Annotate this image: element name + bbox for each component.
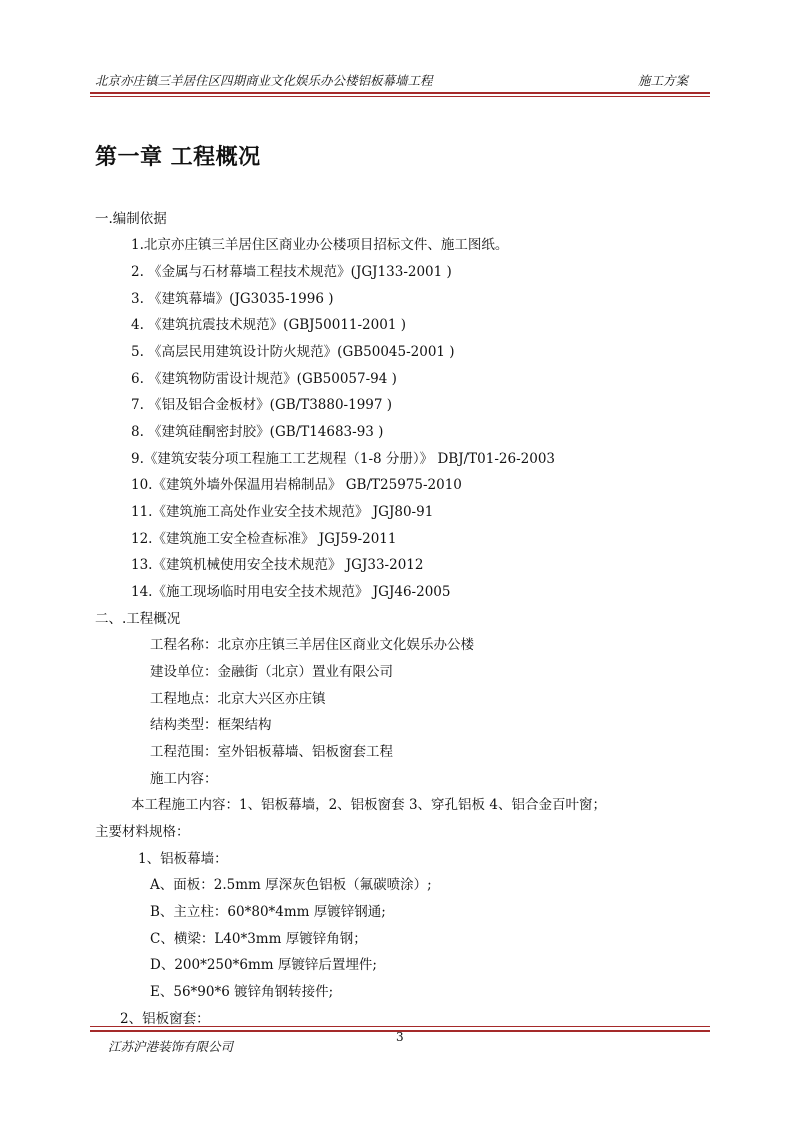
material-item: C、横梁：L40*3mm 厚镀锌角钢； bbox=[150, 931, 367, 947]
header-rule bbox=[90, 92, 710, 94]
footer-rule bbox=[90, 1026, 710, 1027]
project-detail: 结构类型：框架结构 bbox=[150, 717, 272, 733]
section1-heading: 一.编制依据 bbox=[95, 211, 167, 227]
reference-item: 3. 《建筑幕墙》(JG3035-1996 ) bbox=[131, 291, 334, 307]
reference-item: 6. 《建筑物防雷设计规范》(GB50057-94 ) bbox=[131, 371, 397, 387]
reference-item: 7. 《铝及铝合金板材》(GB/T3880-1997 ) bbox=[131, 397, 393, 413]
page-number: 3 bbox=[396, 1030, 404, 1044]
project-detail: 工程名称：北京亦庄镇三羊居住区商业文化娱乐办公楼 bbox=[150, 637, 474, 653]
reference-item: 2. 《金属与石材幕墙工程技术规范》(JGJ133-2001 ) bbox=[131, 264, 452, 280]
material-item: D、200*250*6mm 厚镀锌后置埋件; bbox=[150, 957, 377, 973]
project-detail: 建设单位：金融街（北京）置业有限公司 bbox=[150, 664, 393, 680]
project-detail: 工程地点：北京大兴区亦庄镇 bbox=[150, 691, 326, 707]
reference-item: 14.《施工现场临时用电安全技术规范》 JGJ46-2005 bbox=[131, 584, 451, 600]
chapter-title: 第一章 工程概况 bbox=[95, 144, 261, 170]
reference-item: 1.北京亦庄镇三羊居住区商业办公楼项目招标文件、施工图纸。 bbox=[131, 237, 509, 253]
header-rule-thin bbox=[90, 96, 710, 97]
reference-item: 13.《建筑机械使用安全技术规范》 JGJ33-2012 bbox=[131, 557, 424, 573]
material-item: E、56*90*6 镀锌角钢转接件; bbox=[150, 984, 334, 1000]
material-item: A、面板：2.5mm 厚深灰色铝板（氟碳喷涂）; bbox=[150, 877, 432, 893]
header-doc-type: 施工方案 bbox=[638, 73, 689, 88]
scope-line: 本工程施工内容：1、铝板幕墙，2、铝板窗套 3、穿孔铝板 4、铝合金百叶窗； bbox=[131, 797, 606, 813]
project-detail: 工程范围：室外铝板幕墙、铝板窗套工程 bbox=[150, 744, 393, 760]
reference-item: 8. 《建筑硅酮密封胶》(GB/T14683-93 ) bbox=[131, 424, 384, 440]
reference-item: 11.《建筑施工高处作业安全技术规范》 JGJ80-91 bbox=[131, 504, 434, 520]
subsection-heading: 2、铝板窗套： bbox=[120, 1011, 210, 1027]
reference-item: 12.《建筑施工安全检查标准》 JGJ59-2011 bbox=[131, 531, 397, 547]
reference-item: 9.《建筑安装分项工程施工工艺规程（1-8 分册）》 DBJ/T01-26-2003 bbox=[131, 451, 555, 467]
material-item: B、主立柱：60*80*4mm 厚镀锌钢通; bbox=[150, 904, 386, 920]
footer-company: 江苏沪港装饰有限公司 bbox=[108, 1039, 234, 1054]
reference-item: 4. 《建筑抗震技术规范》(GBJ50011-2001 ) bbox=[131, 317, 406, 333]
reference-item: 5. 《高层民用建筑设计防火规范》(GB50045-2001 ) bbox=[131, 344, 455, 360]
header-project-title: 北京亦庄镇三羊居住区四期商业文化娱乐办公楼铝板幕墙工程 bbox=[95, 73, 433, 88]
reference-item: 10.《建筑外墙外保温用岩棉制品》 GB/T25975-2010 bbox=[131, 477, 462, 493]
section2-heading: 二、.工程概况 bbox=[95, 611, 181, 627]
project-detail: 施工内容： bbox=[150, 771, 218, 787]
materials-heading: 主要材料规格： bbox=[95, 824, 190, 840]
subsection-heading: 1、铝板幕墙： bbox=[138, 851, 228, 867]
